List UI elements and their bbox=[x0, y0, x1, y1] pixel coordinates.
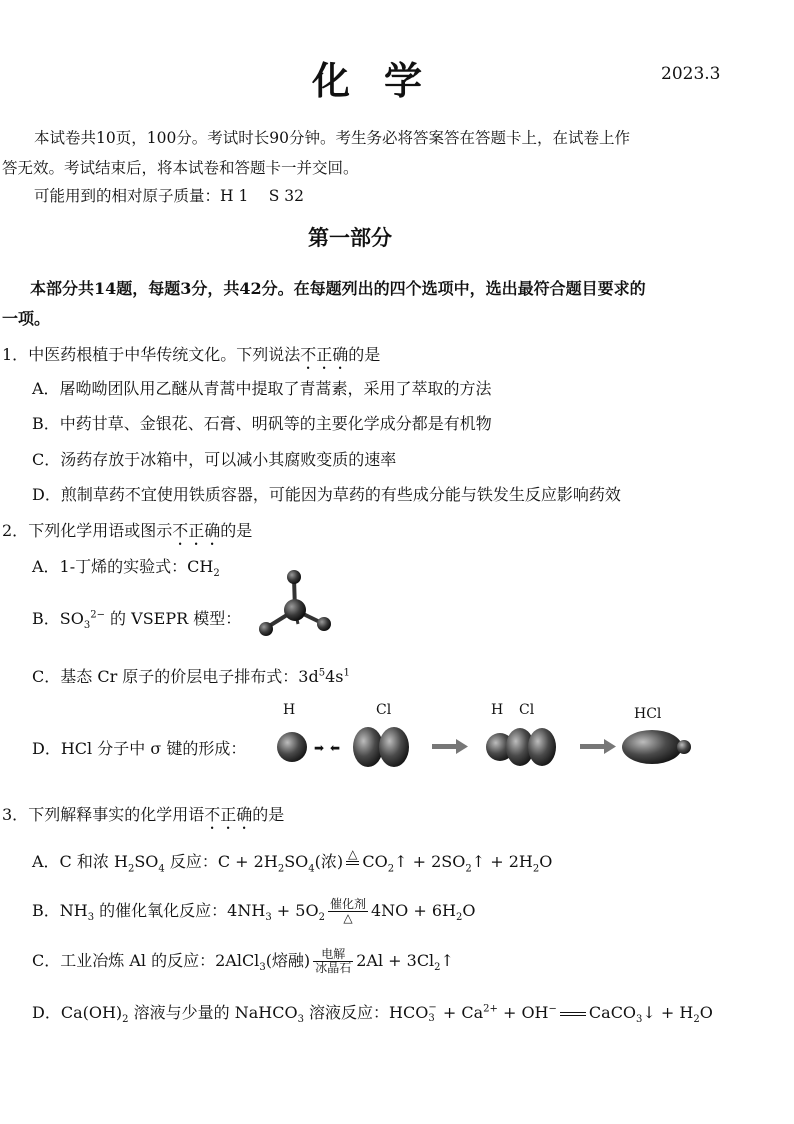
label-h-2: H bbox=[491, 702, 504, 718]
label-h: H bbox=[283, 702, 296, 718]
arrow-right-icon: ➡ bbox=[314, 741, 325, 755]
equals-sign bbox=[560, 1012, 586, 1016]
q1-option-a: A．屠呦呦团队用乙醚从青蒿中提取了青蒿素，采用了萃取的方法 bbox=[32, 379, 492, 398]
q3-option-d: D．$Ca(OH)_2$ 溶液与少量的 NaHCO$_3$ 溶液反应：HCO − 3 + $Ca^{2+} + OH^-$ CaCO$_3$↓ + $H_2O$ bbox=[32, 1002, 713, 1026]
section-desc-line-2: 一项。 bbox=[2, 309, 51, 328]
q3-option-b: B．$NH_3$ 的催化氧化反应：$4NH_3 + 5O_2$ $\frac{\text{催化剂}}{\triangle}$ $4NO + 6H_2O$ bbox=[32, 897, 476, 925]
emphasis-not-correct: 不正确 bbox=[300, 345, 349, 364]
question-2-stem: 2．下列化学用语或图示不正确的是 bbox=[2, 521, 253, 540]
q2-option-c: C．基态 Cr 原子的价层电子排布式：$3d^54s^1$ bbox=[32, 667, 350, 686]
overlap-lobe-2 bbox=[528, 728, 556, 766]
arrow-left-icon: ⬅ bbox=[330, 741, 341, 755]
cl-orbital-lobe-2 bbox=[379, 727, 409, 767]
emphasis-not-correct: 不正确 bbox=[172, 521, 221, 540]
q3-option-a: A．C 和浓 $H_2SO_4$ 反应：$C + 2H_2SO_4$(浓) △ $CO_2↑$ + $2SO_2↑ + 2H_2O$ bbox=[32, 847, 553, 875]
q3-option-c: C．工业冶炼 Al 的反应：2AlCl$_3$(熔融) $\frac{\text{电解}}{\text{冰晶石}}$ $2Al + 3Cl_2↑$ bbox=[32, 947, 454, 975]
q1-option-d: D．煎制草药不宜使用铁质容器，可能因为草药的有些成分能与铁发生反应影响药效 bbox=[32, 485, 621, 504]
q1-option-b: B．中药甘草、金银花、石膏、明矾等的主要化学成分都是有机物 bbox=[32, 414, 492, 433]
vsepr-model-image bbox=[252, 568, 338, 640]
q1-option-c: C．汤药存放于冰箱中，可以减小其腐败变质的速率 bbox=[32, 450, 397, 469]
hcl-orbital bbox=[622, 730, 682, 764]
q2-option-d: D．HCl 分子中 σ 键的形成： bbox=[32, 739, 247, 758]
question-1-stem: 1．中医药根植于中华传统文化。下列说法不正确的是 bbox=[2, 345, 381, 364]
q2-option-a: A．1-丁烯的实验式：$CH_2$ bbox=[32, 557, 220, 580]
arrow-icon-2 bbox=[580, 739, 616, 754]
label-cl: Cl bbox=[376, 702, 392, 718]
cl-orbital-lobe-1 bbox=[353, 727, 383, 767]
intro-line-2: 答无效。考试结束后，将本试卷和答题卡一并交回。 bbox=[2, 159, 359, 177]
label-cl-2: Cl bbox=[519, 702, 535, 718]
page-title: 化学 bbox=[312, 58, 457, 103]
arrow-icon bbox=[432, 739, 468, 754]
intro-line-1: 本试卷共10页，100分。考试时长90分钟。考生务必将答案答在答题卡上，在试卷上作 bbox=[34, 129, 631, 147]
emphasis-not-correct: 不正确 bbox=[204, 805, 253, 824]
section-title: 第一部分 bbox=[308, 225, 392, 250]
atomic-mass-note: 可能用到的相对原子质量：H 1 S 32 bbox=[34, 187, 305, 205]
section-desc-line-1: 本部分共14题，每题3分，共42分。在每题列出的四个选项中，选出最符合题目要求的 bbox=[30, 279, 646, 298]
hcl-h-end bbox=[677, 740, 691, 754]
exam-date: 2023.3 bbox=[661, 64, 721, 84]
question-3-stem: 3．下列解释事实的化学用语不正确的是 bbox=[2, 805, 285, 824]
h-orbital bbox=[277, 732, 307, 762]
label-hcl: HCl bbox=[634, 706, 662, 722]
sigma-bond-diagram bbox=[270, 718, 710, 778]
q2-option-b: B．$SO_3^{2-}$ 的 VSEPR 模型： bbox=[32, 609, 242, 632]
